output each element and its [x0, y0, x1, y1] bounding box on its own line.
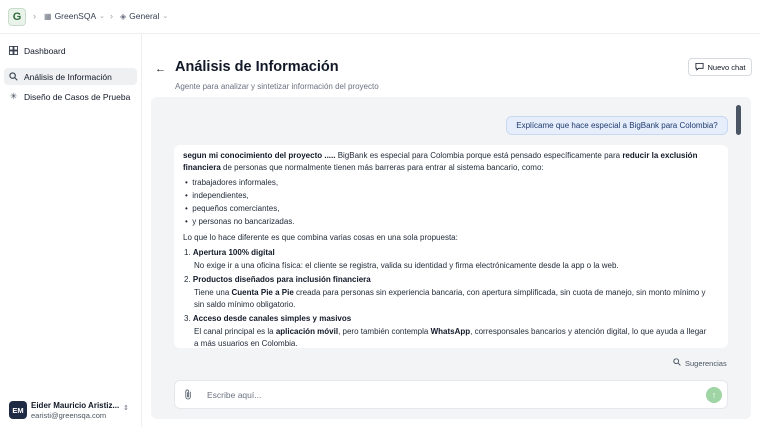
suggestions-button[interactable]	[673, 358, 727, 368]
page-title: Análisis de Información	[175, 59, 339, 75]
numbered-item-text	[194, 288, 706, 297]
numbered-item-text	[194, 327, 706, 336]
sidebar-item-label: Diseño de Casos de Prueba	[24, 91, 131, 102]
item-number: 3.	[184, 314, 191, 323]
list-item: • y personas no bancarizadas.	[185, 217, 295, 226]
breadcrumb-workspace-label: General	[129, 11, 160, 21]
bold-text: Productos diseñados para inclusión financiera	[192, 275, 371, 284]
user-email: earisti@greensqa.com	[31, 411, 107, 420]
page-subtitle: Agente para analizar y sintetizar información del proyecto	[175, 82, 379, 91]
text: BigBank es especial para Colombia porque está pensado específicamente para	[335, 151, 623, 160]
text: , pero también contempla	[338, 327, 431, 336]
app-logo[interactable]: G	[8, 8, 26, 26]
bold-text: aplicación móvil	[275, 327, 339, 336]
assistant-message	[174, 145, 728, 348]
numbered-item-text: sin saldo mínimo obligatorio.	[194, 300, 296, 309]
send-button[interactable]	[706, 387, 722, 403]
chevron-updown-icon: ⌄	[162, 13, 169, 20]
paperclip-icon[interactable]	[184, 389, 193, 403]
sidebar-item-label: Análisis de Información	[24, 71, 112, 82]
breadcrumb-org[interactable]	[44, 11, 105, 21]
breadcrumb-workspace[interactable]	[120, 11, 168, 21]
message-composer	[174, 380, 728, 409]
sidebar-item-label: Dashboard	[24, 45, 66, 56]
assistant-line	[183, 151, 697, 160]
list-item: • pequeños comerciantes,	[185, 204, 280, 213]
sidebar-item-dashboard[interactable]	[4, 42, 137, 59]
numbered-item-text: No exige ir a una oficina física: el cliente se registra, valida su identidad y firma electrónicamente desde la app o la web.	[194, 261, 619, 270]
bold-text: Acceso desde canales simples y masivos	[192, 314, 352, 323]
numbered-item-title	[184, 248, 275, 257]
list-item-text: pequeños comerciantes,	[192, 204, 280, 213]
bold-text: WhatsApp	[430, 327, 471, 336]
list-item: • independientes,	[185, 191, 249, 200]
list-item-text: trabajadores informales,	[192, 178, 279, 187]
bold-text: Cuenta Pie a Pie	[231, 288, 294, 297]
item-number: 1.	[184, 248, 191, 257]
numbered-item-title	[184, 275, 371, 284]
list-item-text: independientes,	[192, 191, 249, 200]
message-input[interactable]	[207, 387, 687, 403]
list-item-text: y personas no bancarizadas.	[192, 217, 295, 226]
assistant-line	[183, 163, 544, 172]
breadcrumb-separator: ›	[33, 11, 36, 21]
suggestions-label: Sugerencias	[685, 358, 727, 368]
new-chat-label: Nuevo chat	[707, 62, 746, 72]
sidebar-item-diseno[interactable]	[4, 88, 137, 105]
sidebar	[0, 34, 142, 427]
avatar: EM	[9, 401, 27, 419]
text: de personas que normalmente tienen más barreras para entrar al sistema bancario, como:	[220, 163, 544, 172]
layers-icon: ◈	[120, 11, 127, 21]
search-icon	[9, 72, 18, 81]
numbered-item-title	[184, 314, 351, 323]
text: El canal principal es la	[194, 327, 276, 336]
user-menu[interactable]	[0, 393, 141, 427]
sparkle-icon: ✳	[9, 91, 18, 101]
user-message: Explícame que hace especial a BigBank para Colombia?	[506, 116, 728, 135]
chevron-updown-icon[interactable]: ⇕	[123, 405, 129, 412]
back-arrow-icon[interactable]: ←	[155, 63, 166, 75]
top-bar	[0, 0, 760, 34]
text: creada para personas sin experiencia bancaria, con apertura simplificada, sin cuota de manejo, sin monto mínimo y	[293, 288, 706, 297]
bold-text: segun mi conocimiento del proyecto .....	[183, 151, 336, 160]
bold-text: reducir la exclusión	[622, 151, 698, 160]
search-icon	[673, 358, 681, 368]
breadcrumb-org-label: GreenSQA	[54, 11, 97, 21]
assistant-paragraph: Lo que lo hace diferente es que combina varias cosas en una sola propuesta:	[183, 233, 458, 242]
arrow-up-icon: ↑	[711, 390, 717, 400]
bold-text: Apertura 100% digital	[192, 248, 275, 257]
dashboard-icon	[9, 46, 18, 55]
numbered-item-text: a más usuarios en Colombia.	[194, 339, 298, 348]
text: Tiene una	[194, 288, 232, 297]
breadcrumb-separator: ›	[110, 11, 113, 21]
org-icon: ▦	[44, 11, 52, 21]
item-number: 2.	[184, 275, 191, 284]
list-item: • trabajadores informales,	[185, 178, 279, 187]
text: , corresponsales bancarios y atención digital, lo que ayuda a llegar	[470, 327, 707, 336]
chat-icon	[695, 62, 704, 73]
user-name: Eider Mauricio Aristiz...	[31, 401, 120, 410]
bold-text: financiera	[183, 163, 221, 172]
chevron-updown-icon: ⌄	[99, 13, 106, 20]
scrollbar-thumb[interactable]	[736, 105, 741, 135]
sidebar-item-analisis[interactable]	[4, 68, 137, 85]
new-chat-button[interactable]	[688, 58, 752, 76]
